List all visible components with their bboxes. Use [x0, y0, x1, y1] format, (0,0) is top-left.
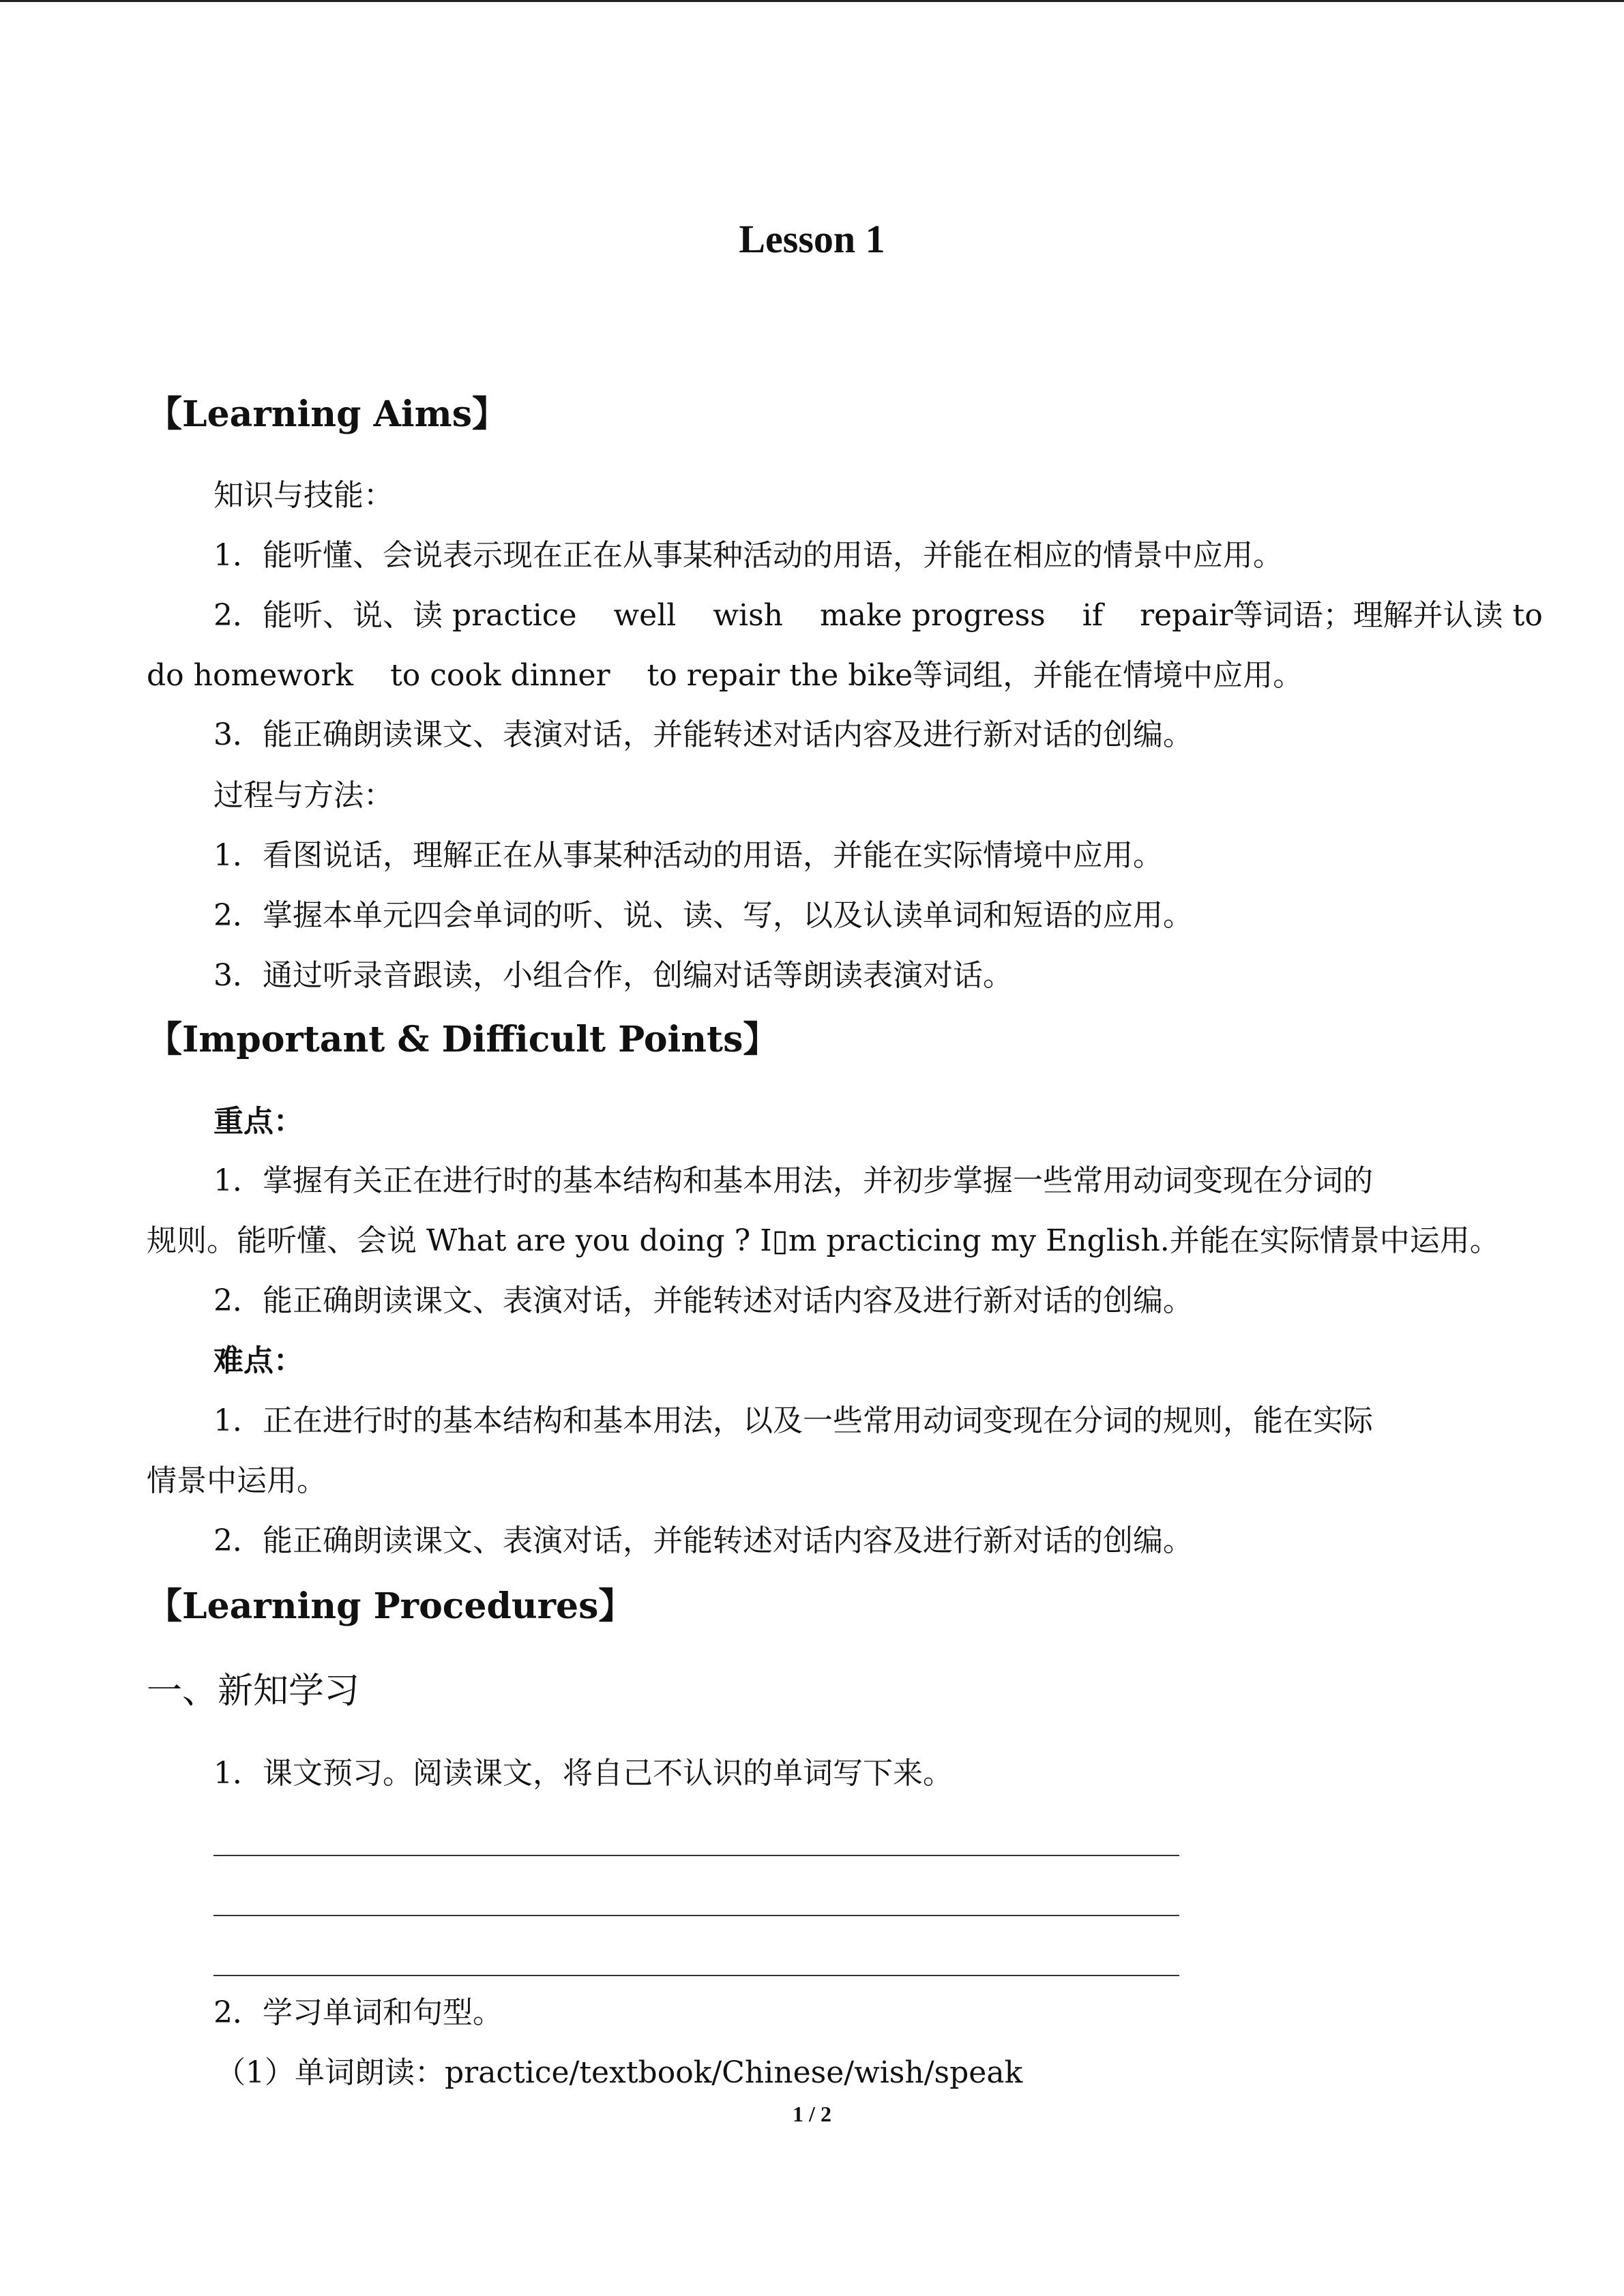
aim-knowledge-2-prefix: 2．能听、说、读 practice: [213, 598, 577, 633]
page-top-border: [0, 0, 1624, 2]
answer-line[interactable]: [213, 1855, 1179, 1856]
answer-line[interactable]: [213, 1975, 1179, 1976]
knowledge-label: 知识与技能：: [213, 478, 394, 513]
difficult-points-label: 难点：: [213, 1343, 304, 1378]
page-title: Lesson 1: [739, 217, 885, 261]
aim-process-1: 1．看图说话，理解正在从事某种活动的用语，并能在实际情境中应用。: [213, 838, 1163, 873]
phrase: to repair the bike: [647, 658, 913, 693]
procedures-heading: 【Learning Procedures】: [147, 1585, 634, 1627]
key-points-label: 重点：: [213, 1104, 304, 1139]
task-1: 1．课文预习。阅读课文，将自己不认识的单词写下来。: [213, 1756, 953, 1791]
vocab-word: make progress: [820, 598, 1046, 633]
vocab-word: repair: [1140, 598, 1233, 633]
aim-knowledge-3: 3．能正确朗读课文、表演对话，并能转述对话内容及进行新对话的创编。: [213, 717, 1193, 752]
aim-knowledge-2-continued: [0, 655, 1624, 696]
vocab-word: if: [1082, 598, 1104, 633]
part-1-heading: 一、新知学习: [147, 1671, 360, 1712]
aim-knowledge-1: 1．能听懂、会说表示现在正在从事某种活动的用语，并能在相应的情景中应用。: [213, 538, 1283, 573]
answer-line[interactable]: [213, 1915, 1179, 1916]
page-number: 1 / 2: [793, 2102, 831, 2126]
vocab-word: well: [613, 598, 677, 633]
process-label: 过程与方法：: [213, 778, 394, 813]
phrase: do homework: [147, 658, 354, 693]
phrase: to cook dinner: [390, 658, 610, 693]
key-point-1-line2: 规则。能听懂、会说 What are you doing ? I▯m practicing my English.并能在实际情景中运用。: [147, 1223, 1500, 1258]
aim-process-3: 3．通过听录音跟读，小组合作，创编对话等朗读表演对话。: [213, 958, 1013, 993]
aim-knowledge-2: [0, 595, 1624, 636]
points-heading: 【Important & Difficult Points】: [147, 1019, 779, 1060]
aim-process-2: 2．掌握本单元四会单词的听、说、读、写，以及认读单词和短语的应用。: [213, 898, 1193, 933]
key-point-1-line1: 1．掌握有关正在进行时的基本结构和基本用法，并初步掌握一些常用动词变现在分词的: [213, 1163, 1373, 1198]
vocab-word: wish: [713, 598, 784, 633]
key-point-2: 2．能正确朗读课文、表演对话，并能转述对话内容及进行新对话的创编。: [213, 1283, 1193, 1318]
aim-knowledge-2-cont-suffix: 等词组，并能在情境中应用。: [913, 658, 1303, 693]
aim-knowledge-2-suffix: 等词语；理解并认读 to: [1232, 598, 1543, 633]
difficult-point-2: 2．能正确朗读课文、表演对话，并能转述对话内容及进行新对话的创编。: [213, 1523, 1193, 1558]
learning-aims-heading: 【Learning Aims】: [147, 393, 507, 435]
task-2-sub-1: （1）单词朗读：practice/textbook/Chinese/wish/speak: [216, 2055, 1023, 2090]
difficult-point-1-line1: 1．正在进行时的基本结构和基本用法，以及一些常用动词变现在分词的规则，能在实际: [213, 1403, 1373, 1438]
difficult-point-1-line2: 情景中运用。: [147, 1463, 327, 1498]
task-2: 2．学习单词和句型。: [213, 1995, 503, 2030]
